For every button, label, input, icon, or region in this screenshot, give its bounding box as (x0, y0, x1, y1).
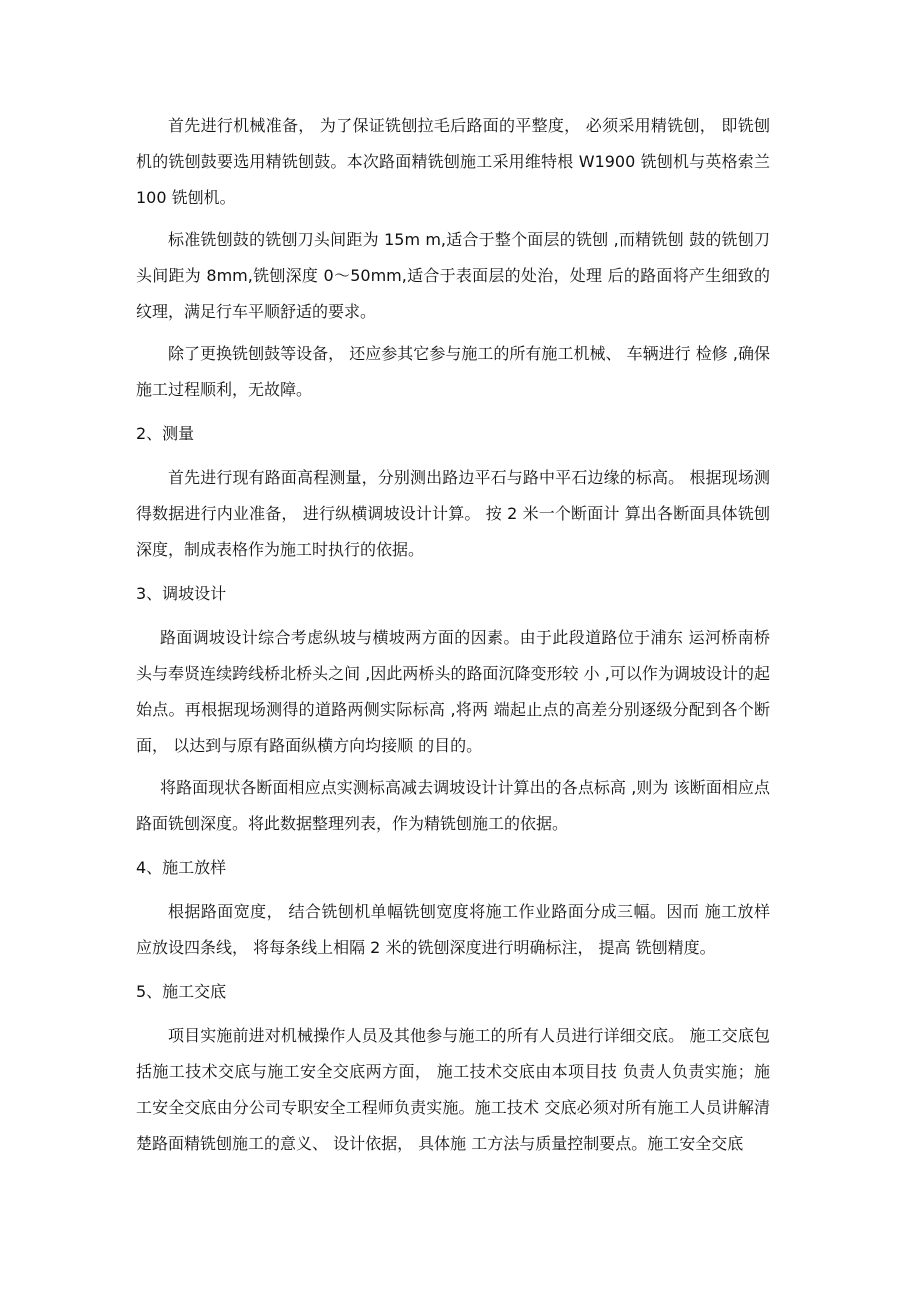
section-heading-layout: 4、施工放样 (136, 858, 227, 877)
paragraph-machine-prep: 首先进行机械准备， 为了保证铣刨拉毛后路面的平整度， 必须采用精铣刨， 即铣刨机的铣刨鼓要选用精铣刨鼓。本次路面精铣刨施工采用维特根 W1900 铣刨机与英格索兰 100 铣刨机。 (136, 116, 770, 207)
paragraph-equipment-maintenance: 除了更换铣刨鼓等设备， 还应参其它参与施工的所有施工机械、 车辆进行 检修 ,确保施工过程顺利，无故障。 (136, 344, 770, 399)
paragraph-slope-design: 路面调坡设计综合考虑纵坡与横坡两方面的因素。由于此段道路位于浦东 运河桥南桥头与奉贤连续跨线桥北桥头之间 ,因此两桥头的路面沉降变形较 小 ,可以作为调坡设计的起始点。再根据现场测得的道路两侧实际标高 ,将两 端起止点的高差分别逐级分配到各个断面， 以达到与原有路面纵横方向均接顺 的目的。 (136, 628, 770, 755)
paragraph-milling-drum: 标准铣刨鼓的铣刨刀头间距为 15m m,适合于整个面层的铣刨 ,而精铣刨 鼓的铣刨刀头间距为 8mm,铣刨深度 0〜50mm,适合于表面层的处治，处理 后的路面将产生细致的纹理，满足行车平顺舒适的要求。 (136, 230, 770, 321)
paragraph-milling-depth: 将路面现状各断面相应点实测标高减去调坡设计计算出的各点标高 ,则为 该断面相应点路面铣刨深度。将此数据整理列表，作为精铣刨施工的依据。 (136, 778, 770, 833)
section-heading-survey: 2、测量 (136, 424, 195, 443)
paragraph-briefing: 项目实施前进对机械操作人员及其他参与施工的所有人员进行详细交底。 施工交底包括施工技术交底与施工安全交底两方面， 施工技术交底由本项目技 负责人负责实施；施工安全交底由分公司专职安全工程师负责实施。施工技术 交底必须对所有施工人员讲解清楚路面精铣刨施工的意义、 设计依据， 具体施 工方法与质量控制要点。施工安全交底 (136, 1026, 770, 1153)
paragraph-layout: 根据路面宽度， 结合铣刨机单幅铣刨宽度将施工作业路面分成三幅。因而 施工放样应放设四条线， 将每条线上相隔 2 米的铣刨深度进行明确标注， 提高 铣刨精度。 (136, 902, 770, 957)
paragraph-survey: 首先进行现有路面高程测量，分别测出路边平石与路中平石边缘的标高。 根据现场测得数据进行内业准备， 进行纵横调坡设计计算。 按 2 米一个断面计 算出各断面具体铣刨深度，制成表格作为施工时执行的依据。 (136, 468, 770, 559)
section-heading-briefing: 5、施工交底 (136, 982, 227, 1001)
section-heading-slope-design: 3、调坡设计 (136, 584, 227, 603)
